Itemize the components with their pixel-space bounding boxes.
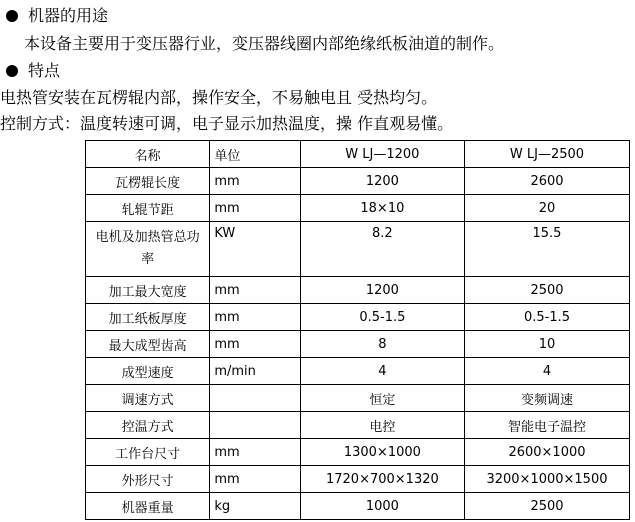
row-name: 外形尺寸 bbox=[86, 466, 210, 493]
row-name: 轧辊节距 bbox=[86, 195, 210, 222]
row-name: 电机及加热管总功率 bbox=[86, 222, 210, 277]
row-value-1200: 0.5-1.5 bbox=[300, 304, 464, 331]
row-unit: kg bbox=[210, 493, 300, 520]
section-usage-heading bbox=[0, 6, 108, 26]
feature-line-2: 控制方式：温度转速可调，电子显示加热温度，操 作直观易懂。 bbox=[0, 114, 454, 133]
section-features-heading bbox=[0, 61, 60, 81]
row-name: 加工纸板厚度 bbox=[86, 304, 210, 331]
row-unit: mm bbox=[210, 331, 300, 358]
row-unit bbox=[210, 385, 300, 412]
row-name: 瓦楞辊长度 bbox=[86, 168, 210, 195]
features-heading-text: 特点 bbox=[28, 61, 61, 80]
row-unit: KW bbox=[210, 222, 300, 277]
table-row bbox=[86, 466, 630, 493]
row-value-2500: 2600 bbox=[464, 168, 629, 195]
row-value-2500: 智能电子温控 bbox=[464, 412, 629, 439]
row-value-1200: 电控 bbox=[300, 412, 464, 439]
row-value-2500: 3200×1000×1500 bbox=[464, 466, 629, 493]
table-row bbox=[86, 358, 630, 385]
table-row bbox=[86, 331, 630, 358]
row-name: 工作台尺寸 bbox=[86, 439, 210, 466]
row-value-2500: 2600×1000 bbox=[464, 439, 629, 466]
row-value-2500: 2500 bbox=[464, 493, 629, 520]
row-value-1200: 1200 bbox=[300, 277, 464, 304]
table-row bbox=[86, 493, 630, 520]
row-name: 机器重量 bbox=[86, 493, 210, 520]
row-value-1200: 1720×700×1320 bbox=[300, 466, 464, 493]
table-row bbox=[86, 222, 630, 277]
row-value-1200: 1000 bbox=[300, 493, 464, 520]
table-row bbox=[86, 168, 630, 195]
row-unit: mm bbox=[210, 168, 300, 195]
row-value-1200: 恒定 bbox=[300, 385, 464, 412]
row-value-2500: 0.5-1.5 bbox=[464, 304, 629, 331]
bullet-icon bbox=[6, 65, 18, 77]
row-value-1200: 1300×1000 bbox=[300, 439, 464, 466]
row-unit bbox=[210, 412, 300, 439]
row-unit: m/min bbox=[210, 358, 300, 385]
row-value-2500: 20 bbox=[464, 195, 629, 222]
row-value-1200: 4 bbox=[300, 358, 464, 385]
usage-heading-text: 机器的用途 bbox=[28, 6, 109, 25]
row-unit: mm bbox=[210, 304, 300, 331]
row-name: 最大成型齿高 bbox=[86, 331, 210, 358]
row-value-2500: 变频调速 bbox=[464, 385, 629, 412]
row-value-1200: 1200 bbox=[300, 168, 464, 195]
row-name: 成型速度 bbox=[86, 358, 210, 385]
table-row bbox=[86, 195, 630, 222]
table-row bbox=[86, 277, 630, 304]
row-value-2500: 15.5 bbox=[464, 222, 629, 277]
table-row bbox=[86, 412, 630, 439]
row-value-1200: 8 bbox=[300, 331, 464, 358]
row-unit: mm bbox=[210, 195, 300, 222]
row-name: 调速方式 bbox=[86, 385, 210, 412]
row-unit: mm bbox=[210, 277, 300, 304]
header-name: 名称 bbox=[86, 141, 210, 168]
row-value-2500: 4 bbox=[464, 358, 629, 385]
table-row bbox=[86, 385, 630, 412]
header-model-1200: W LJ—1200 bbox=[300, 141, 464, 168]
row-value-2500: 10 bbox=[464, 331, 629, 358]
feature-line-1: 电热管安装在瓦楞辊内部，操作安全，不易触电且 受热均匀。 bbox=[0, 88, 438, 107]
table-header-row bbox=[86, 141, 630, 168]
row-name: 控温方式 bbox=[86, 412, 210, 439]
row-name: 加工最大宽度 bbox=[86, 277, 210, 304]
row-unit: mm bbox=[210, 466, 300, 493]
table-row bbox=[86, 304, 630, 331]
row-value-2500: 2500 bbox=[464, 277, 629, 304]
table-row bbox=[86, 439, 630, 466]
row-value-1200: 8.2 bbox=[300, 222, 464, 277]
bullet-icon bbox=[6, 10, 18, 22]
header-model-2500: W LJ—2500 bbox=[464, 141, 629, 168]
usage-description: 本设备主要用于变压器行业，变压器线圈内部绝缘纸板油道的制作。 bbox=[24, 34, 505, 53]
row-value-1200: 18×10 bbox=[300, 195, 464, 222]
row-unit: mm bbox=[210, 439, 300, 466]
header-unit: 单位 bbox=[210, 141, 300, 168]
spec-table bbox=[85, 140, 630, 520]
